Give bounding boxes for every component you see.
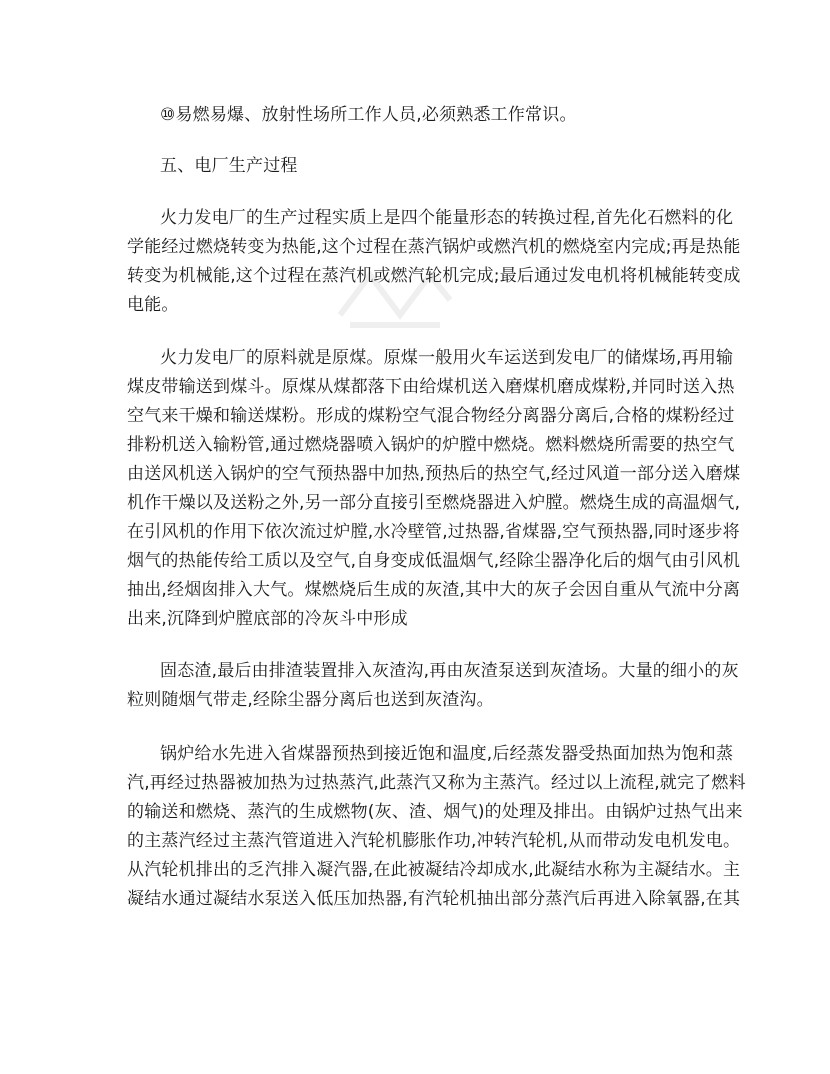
paragraph-line: 的主蒸汽经过主蒸汽管道进入汽轮机膨胀作功,冲转汽轮机,从而带动发电机发电。 [127,831,741,851]
paragraph-line: 学能经过燃烧转变为热能,这个过程在蒸汽锅炉或燃汽机的燃烧室内完成;再是热能 [127,237,741,257]
paragraph-line: 汽,再经过热器被加热为过热蒸汽,此蒸汽又称为主蒸汽。经过以上流程,就完了燃料 [127,773,746,793]
paragraph-line: 转变为机械能,这个过程在蒸汽机或燃汽轮机完成;最后通过发电机将机械能转变成 [127,266,741,286]
paragraph-line: 的输送和燃烧、蒸汽的生成燃物(灰、渣、烟气)的处理及排出。由锅炉过热气出来 [127,802,743,822]
paragraph-line: 锅炉给水先进入省煤器预热到接近饱和温度,后经蒸发器受热面加热为饱和蒸 [160,744,734,764]
paragraph-line: 火力发电厂的原料就是原煤。原煤一般用火车运送到发电厂的储煤场,再用输 [160,348,734,368]
paragraph-line: 电能。 [127,295,179,315]
paragraph-line: 空气来干燥和输送煤粉。形成的煤粉空气混合物经分离器分离后,合格的煤粉经过 [127,406,735,426]
paragraph-line: 排粉机送入输粉管,通过燃烧器喷入锅炉的炉膛中燃烧。燃料燃烧所需要的热空气 [127,435,735,455]
paragraph-line: 火力发电厂的生产过程实质上是四个能量形态的转换过程,首先化石燃料的化 [160,208,734,228]
list-item-10: ⑩易燃易爆、放射性场所工作人员,必须熟悉工作常识。 [160,105,577,125]
paragraph-line: 煤皮带输送到煤斗。原煤从煤都落下由给煤机送入磨煤机磨成煤粉,并同时送入热 [127,377,735,397]
section-heading: 五、电厂生产过程 [160,156,298,176]
paragraph-line: 从汽轮机排出的乏汽排入凝汽器,在此被凝结冷却成水,此凝结水称为主凝结水。主 [127,860,741,880]
paragraph-line: 粒则随烟气带走,经除尘器分离后也送到灰渣沟。 [127,690,494,710]
paragraph-line: 固态渣,最后由排渣装置排入灰渣沟,再由灰渣泵送到灰渣场。大量的细小的灰 [160,661,739,681]
paragraph-line: 在引风机的作用下依次流过炉膛,水冷壁管,过热器,省煤器,空气预热器,同时逐步将 [127,522,740,542]
paragraph-line: 由送风机送入锅炉的空气预热器中加热,预热后的热空气,经过风道一部分送入磨煤 [127,464,741,484]
paragraph-line: 抽出,经烟囱排入大气。煤燃烧后生成的灰渣,其中大的灰子会因自重从气流中分离 [127,580,741,600]
paragraph-line: 出来,沉降到炉膛底部的冷灰斗中形成 [127,609,408,629]
paragraph-line: 凝结水通过凝结水泵送入低压加热器,有汽轮机抽出部分蒸汽后再进入除氧器,在其 [127,889,741,909]
paragraph-line: 机作干燥以及送粉之外,另一部分直接引至燃烧器进入炉膛。燃烧生成的高温烟气, [127,493,741,513]
paragraph-line: 烟气的热能传给工质以及空气,自身变成低温烟气,经除尘器净化后的烟气由引风机 [127,551,741,571]
